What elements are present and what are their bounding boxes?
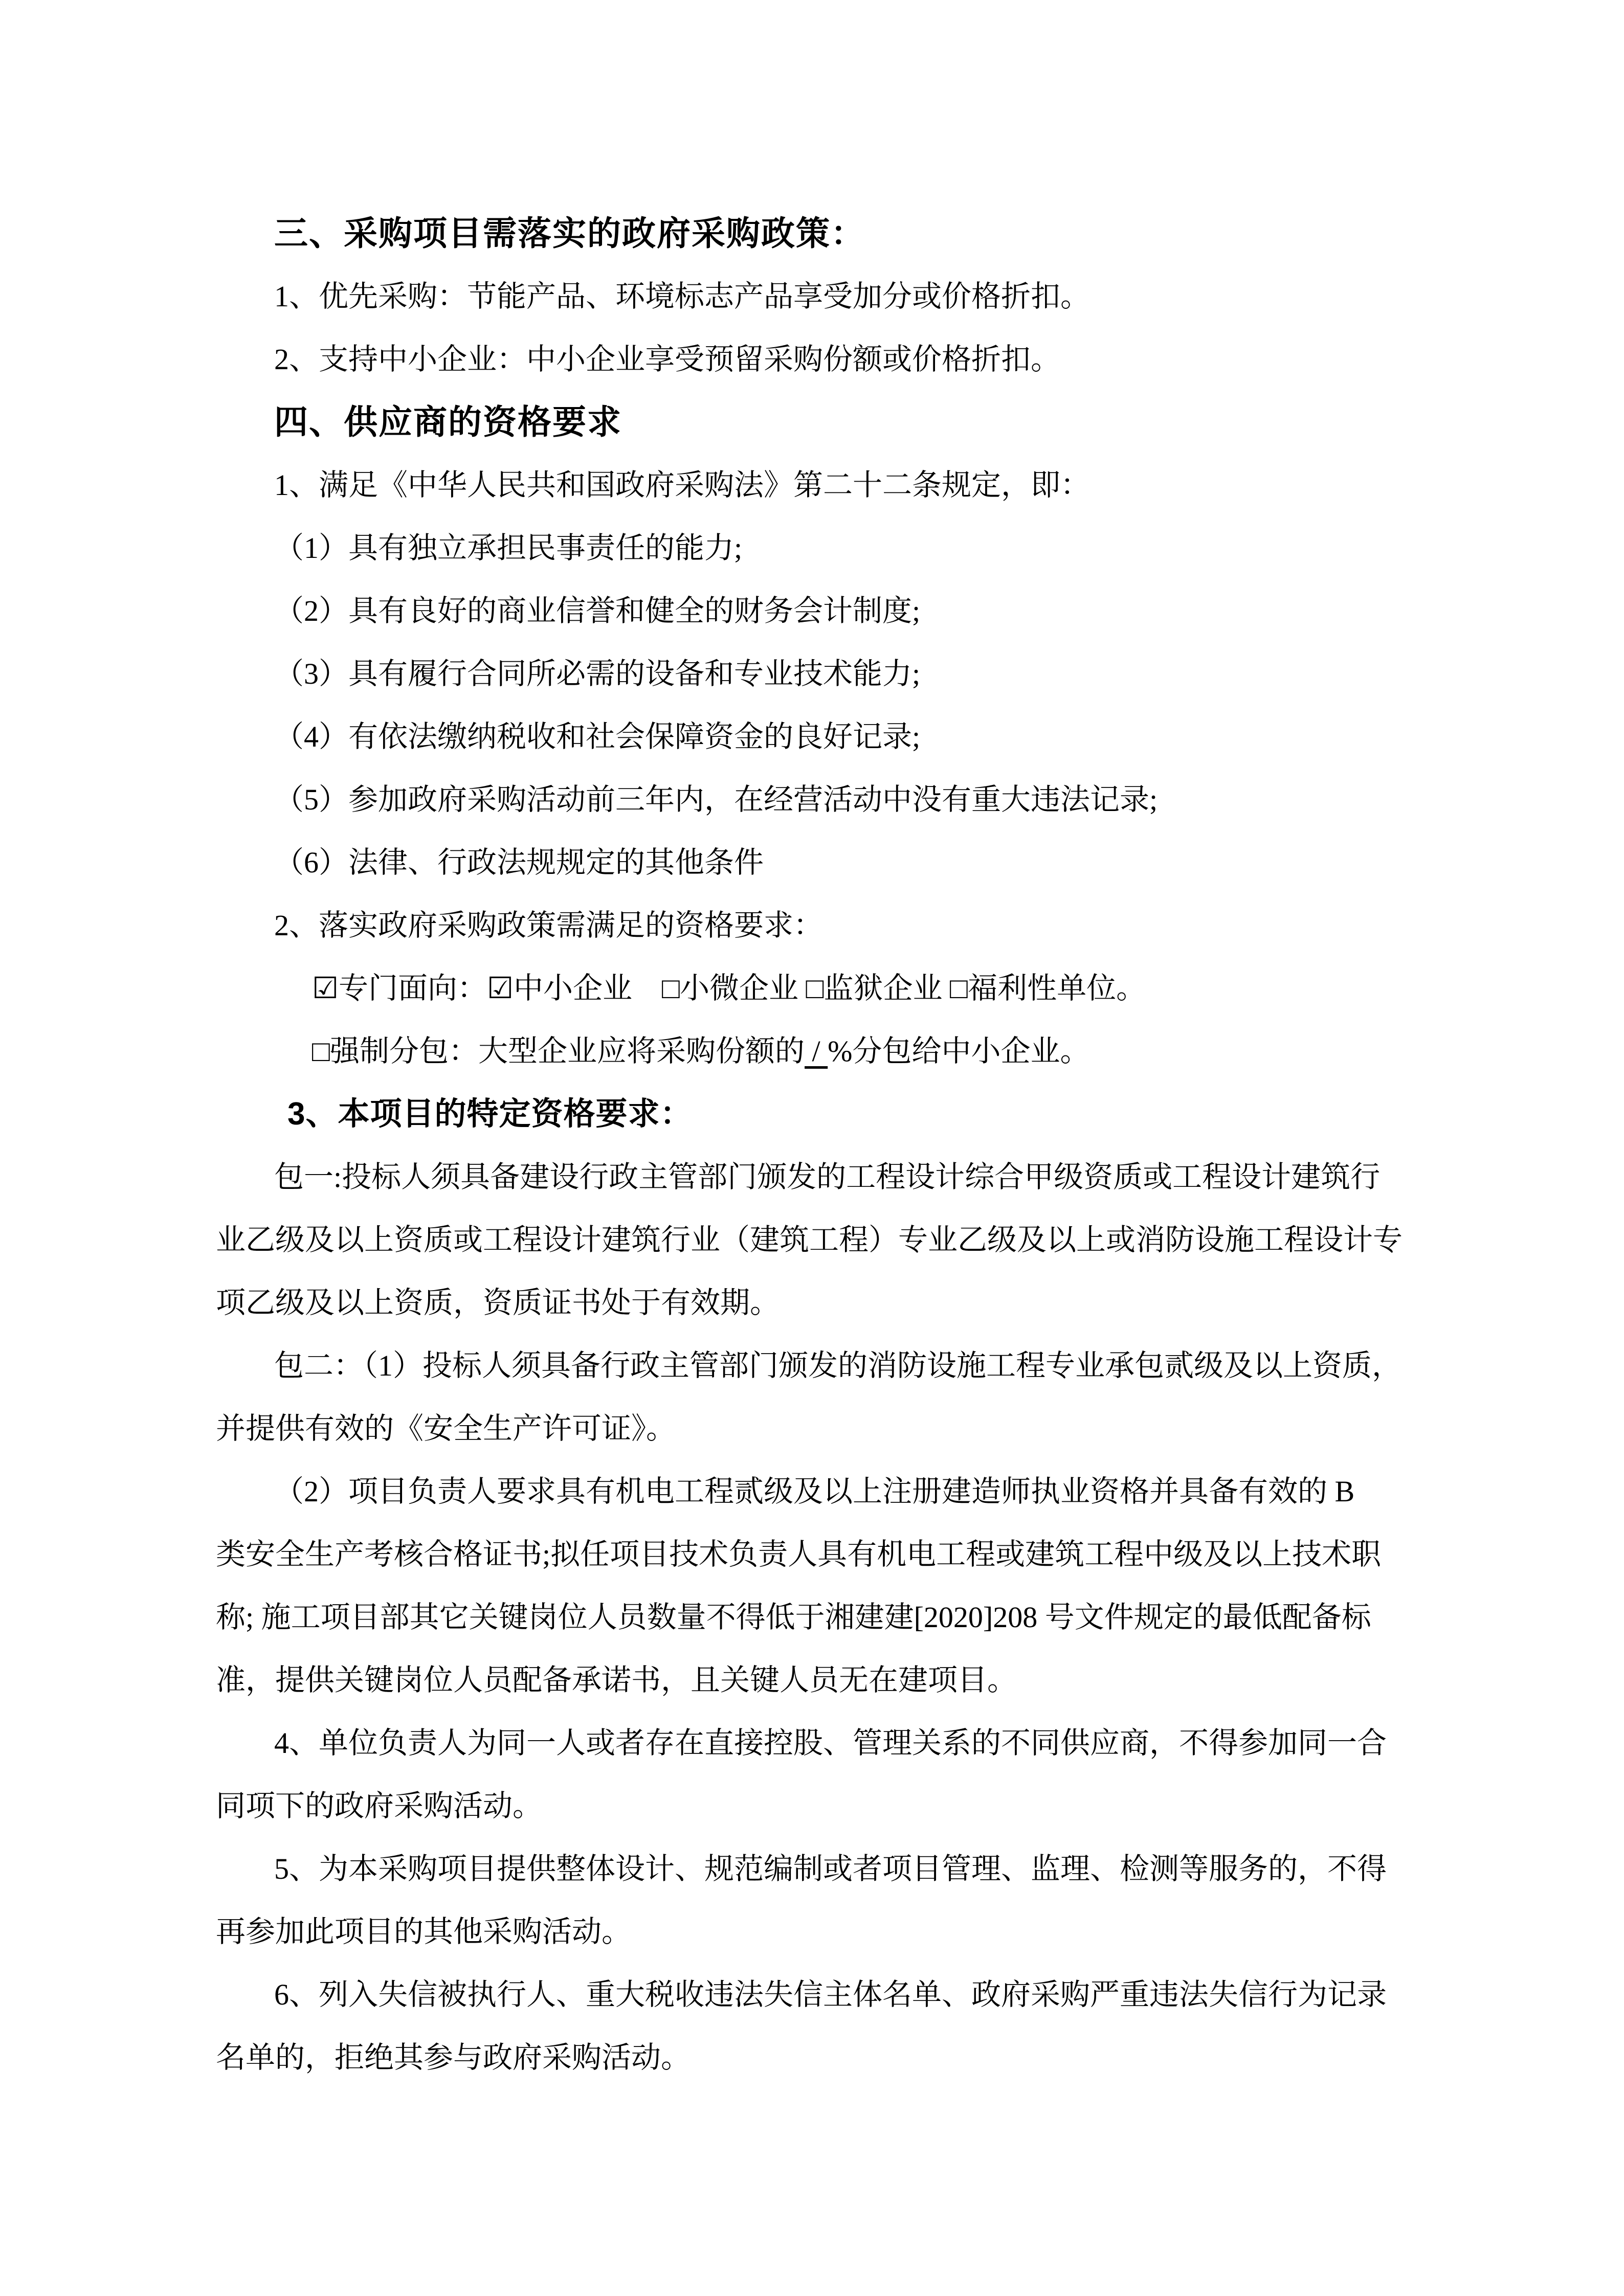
text-segment: 2、支持中小企业：中小企业享受预留采购份额或价格折扣。 bbox=[274, 343, 1061, 376]
text-segment: 称; 施工项目部其它关键岗位人员数量不得低于湘建建[2020]208 号文件规定的最低配备标 bbox=[216, 1601, 1371, 1634]
document-body bbox=[216, 202, 1403, 2089]
text-segment: 5、为本采购项目提供整体设计、规范编制或者项目管理、监理、检测等服务的，不得 bbox=[274, 1852, 1387, 1885]
text-line bbox=[216, 1900, 1385, 1963]
text-segment: 类安全生产考核合格证书;拟任项目技术负责人具有机电工程或建筑工程中级及以上技术职 bbox=[216, 1538, 1382, 1571]
text-segment: （5）参加政府采购活动前三年内，在经营活动中没有重大违法记录; bbox=[274, 783, 1158, 816]
text-segment: 1、满足《中华人民共和国政府采购法》第二十二条规定，即： bbox=[274, 468, 1091, 502]
text-line bbox=[216, 1649, 1385, 1712]
text-segment: 名单的，拒绝其参与政府采购活动。 bbox=[216, 2041, 691, 2074]
text-segment: 三、采购项目需落实的政府采购政策： bbox=[274, 214, 865, 252]
text-line bbox=[216, 1837, 1385, 1900]
text-line bbox=[216, 265, 1385, 328]
text-segment: 包一:投标人须具备建设行政主管部门颁发的工程设计综合甲级资质或工程设计建筑行 bbox=[274, 1160, 1381, 1194]
text-line bbox=[216, 642, 1385, 705]
checkbox-line-subcontract bbox=[216, 1020, 1385, 1083]
text-segment: 1、优先采购：节能产品、环境标志产品享受加分或价格折扣。 bbox=[274, 280, 1091, 313]
text-segment: 4、单位负责人为同一人或者存在直接控股、管理关系的不同供应商，不得参加同一合 bbox=[274, 1726, 1387, 1760]
text-line bbox=[216, 454, 1385, 516]
text-line bbox=[216, 1586, 1385, 1649]
text-line bbox=[216, 1460, 1385, 1523]
text-segment: 四、供应商的资格要求 bbox=[274, 403, 622, 441]
text-line bbox=[216, 1774, 1385, 1837]
text-segment: （4）有依法缴纳税收和社会保障资金的良好记录; bbox=[274, 720, 921, 753]
text-segment: （2）具有良好的商业信誉和健全的财务会计制度; bbox=[274, 594, 921, 627]
text-segment: （2）项目负责人要求具有机电工程贰级及以上注册建造师执业资格并具备有效的 B bbox=[274, 1475, 1355, 1508]
text-segment: 并提供有效的《安全生产许可证》。 bbox=[216, 1412, 676, 1445]
fill-in-blank-slash: / bbox=[805, 1034, 828, 1068]
text-segment: 包二：（1）投标人须具备行政主管部门颁发的消防设施工程专业承包贰级及以上资质， bbox=[274, 1349, 1402, 1382]
text-line bbox=[216, 1712, 1385, 1774]
text-segment: ☑专门面向：☑中小企业 □小微企业 □监狱企业 □福利性单位。 bbox=[312, 972, 1146, 1005]
text-line bbox=[216, 1208, 1403, 1271]
text-segment: 项乙级及以上资质，资质证书处于有效期。 bbox=[216, 1286, 780, 1319]
text-segment: 同项下的政府采购活动。 bbox=[216, 1789, 543, 1822]
text-line bbox=[216, 1271, 1385, 1334]
text-line bbox=[216, 1145, 1385, 1208]
text-segment: 业乙级及以上资质或工程设计建筑行业（建筑工程）专业乙级及以上或消防设施工程设计专 bbox=[216, 1223, 1403, 1256]
text-segment: □强制分包：大型企业应将采购份额的 bbox=[312, 1034, 805, 1068]
text-line bbox=[216, 1963, 1385, 2026]
heading bbox=[216, 202, 1385, 265]
text-segment: 2、落实政府采购政策需满足的资格要求： bbox=[274, 909, 824, 942]
text-segment: （3）具有履行合同所必需的设备和专业技术能力; bbox=[274, 657, 921, 690]
text-segment: %分包给中小企业。 bbox=[828, 1034, 1090, 1068]
text-segment: （6）法律、行政法规规定的其他条件 bbox=[274, 846, 764, 879]
text-line bbox=[216, 1334, 1402, 1397]
text-line bbox=[216, 2026, 1385, 2089]
checkbox-line-dedicated bbox=[216, 957, 1385, 1020]
text-line bbox=[216, 516, 1385, 579]
text-line bbox=[216, 1523, 1385, 1586]
text-line bbox=[216, 768, 1385, 831]
text-line bbox=[216, 328, 1385, 391]
text-segment: 再参加此项目的其他采购活动。 bbox=[216, 1915, 632, 1948]
heading bbox=[216, 1083, 1385, 1145]
text-segment: 3、本项目的特定资格要求： bbox=[287, 1096, 693, 1132]
text-line bbox=[216, 1397, 1385, 1460]
text-line bbox=[216, 705, 1385, 768]
text-line bbox=[216, 831, 1385, 894]
text-line bbox=[216, 894, 1385, 957]
text-segment: 6、列入失信被执行人、重大税收违法失信主体名单、政府采购严重违法失信行为记录 bbox=[274, 1978, 1387, 2011]
heading bbox=[216, 391, 1385, 454]
text-line bbox=[216, 579, 1385, 642]
text-segment: 准，提供关键岗位人员配备承诺书，且关键人员无在建项目。 bbox=[216, 1663, 1017, 1697]
text-segment: （1）具有独立承担民事责任的能力; bbox=[274, 531, 743, 565]
